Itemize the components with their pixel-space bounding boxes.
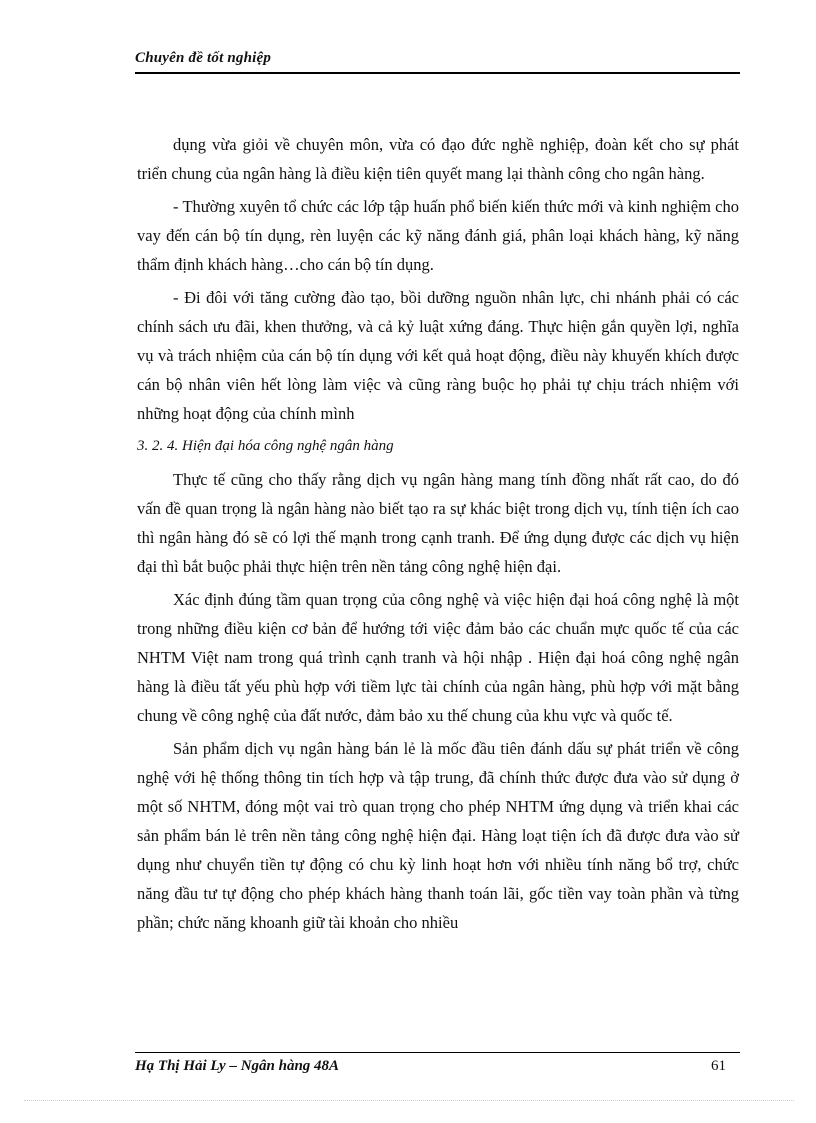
page-header (135, 48, 740, 74)
footer-author: Hạ Thị Hải Ly – Ngân hàng 48A (135, 1058, 340, 1074)
page-edge-divider (24, 1100, 794, 1101)
paragraph-2: - Thường xuyên tổ chức các lớp tập huấn phổ biến kiến thức mới và kinh nghiệm cho vay đến cán bộ tín dụng, rèn luyện các kỹ năng đánh giá, phân loại khách hàng, kỹ năng thẩm định khách hàng…cho cán bộ tín dụng. (137, 197, 739, 274)
page-footer (135, 1052, 740, 1079)
document-body (137, 130, 739, 941)
section-paragraph-3: Sản phẩm dịch vụ ngân hàng bán lẻ là mốc đầu tiên đánh dấu sự phát triển về công nghệ với hệ thống thông tin tích hợp và tập trung, đã chính thức được đưa vào sử dụng ở một số NHTM, đóng một vai trò quan trọng cho phép NHTM ứng dụng và triển khai các sản phẩm bán lẻ trên nền tảng công nghệ hiện đại. Hàng loạt tiện ích đã được đưa vào sử dụng như chuyển tiền tự động có chu kỳ linh hoạt hơn với nhiều tính năng bổ trợ, chức năng đầu tư tự động cho phép khách hàng thanh toán lãi, gốc tiền vay toàn phần và từng phần; chức năng khoanh giữ tài khoản cho nhiều (137, 739, 739, 932)
paragraph-3: - Đi đôi với tăng cường đào tạo, bồi dưỡng nguồn nhân lực, chi nhánh phải có các chính sách ưu đãi, khen thưởng, và cả kỷ luật xứng đáng. Thực hiện gắn quyền lợi, nghĩa vụ và trách nhiệm của cán bộ tín dụng với kết quả hoạt động, điều này khuyến khích được cán bộ nhân viên hết lòng làm việc và cũng ràng buộc họ phải tự chịu trách nhiệm với những hoạt động của chính mình (137, 288, 739, 423)
header-title: Chuyên đề tốt nghiệp (135, 50, 272, 66)
page-number: 61 (711, 1058, 726, 1074)
section-heading: 3. 2. 4. Hiện đại hóa công nghệ ngân hàng (137, 438, 394, 454)
paragraph-1: dụng vừa giỏi về chuyên môn, vừa có đạo đức nghề nghiệp, đoàn kết cho sự phát triển chung của ngân hàng là điều kiện tiên quyết mang lại thành công cho ngân hàng. (137, 135, 739, 183)
section-paragraph-1: Thực tế cũng cho thấy rằng dịch vụ ngân hàng mang tính đồng nhất rất cao, do đó vấn đề quan trọng là ngân hàng nào biết tạo ra sự khác biệt trong dịch vụ, tính tiện ích cao thì ngân hàng đó sẽ có lợi thế mạnh trong cạnh tranh. Để ứng dụng được các dịch vụ hiện đại thì bắt buộc phải thực hiện trên nền tảng công nghệ hiện đại. (137, 470, 739, 576)
section-paragraph-2: Xác định đúng tầm quan trọng của công nghệ và việc hiện đại hoá công nghệ là một trong những điều kiện cơ bản để hướng tới việc đảm bảo các chuẩn mực quốc tế của các NHTM Việt nam trong quá trình cạnh tranh và hội nhập . Hiện đại hoá công nghệ ngân hàng là điều tất yếu phù hợp với tiềm lực tài chính của ngân hàng, phù hợp với mặt bằng chung về công nghệ của đất nước, đảm bảo xu thế chung của khu vực và quốc tế. (137, 590, 739, 725)
